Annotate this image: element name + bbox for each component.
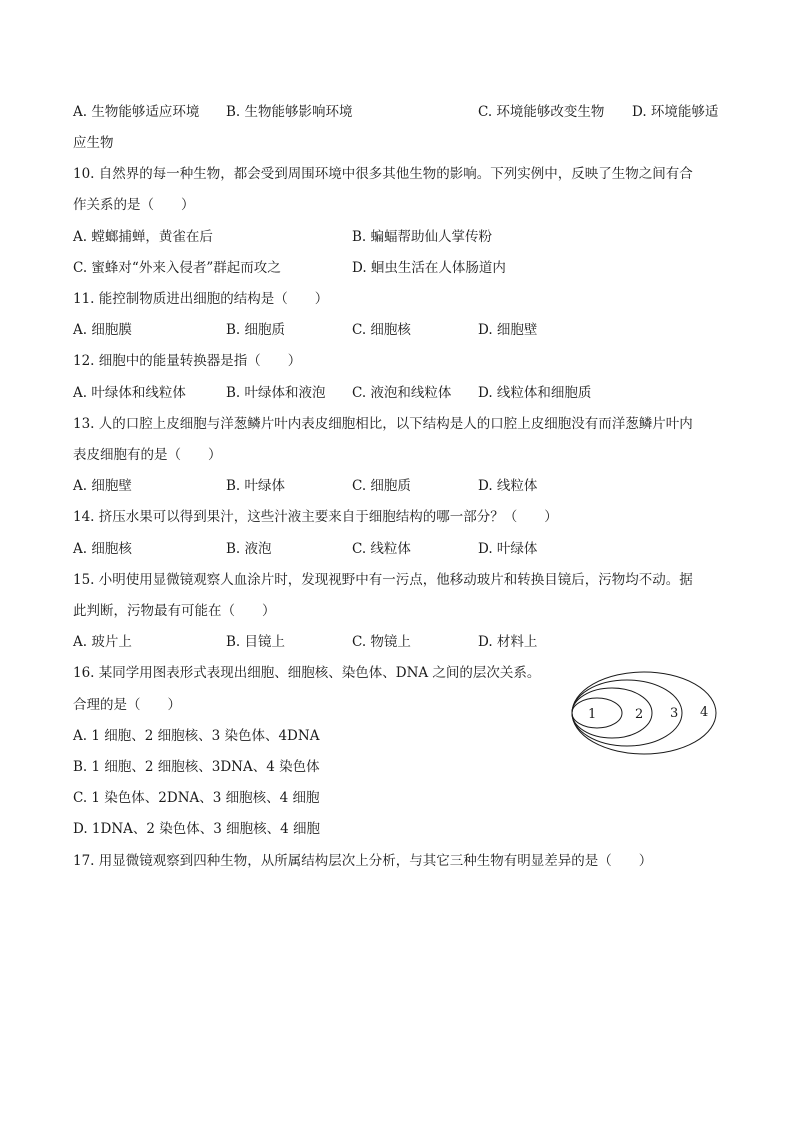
q13-option-b: B. 叶绿体 — [226, 478, 286, 494]
q9-option-d: D. 环境能够适 — [632, 104, 719, 120]
q14-option-c: C. 线粒体 — [352, 541, 411, 557]
ellipse-label-2: 2 — [635, 707, 644, 722]
q16-option-d: D. 1DNA、2 染色体、3 细胞核、4 细胞 — [73, 821, 321, 837]
q13-stem-line2: 表皮细胞有的是（ ） — [73, 447, 222, 463]
ellipse-label-4: 4 — [700, 705, 709, 720]
q10-option-a: A. 螳螂捕蝉，黄雀在后 — [73, 229, 213, 245]
q13-option-d: D. 线粒体 — [478, 478, 538, 494]
q15-option-a: A. 玻片上 — [73, 634, 132, 650]
q16-stem-line2: 合理的是（ ） — [73, 697, 181, 713]
q12-option-d: D. 线粒体和细胞质 — [478, 385, 592, 401]
q15-stem-line2: 此判断，污物最有可能在（ ） — [73, 603, 276, 619]
q15-option-b: B. 目镜上 — [226, 634, 286, 650]
ellipse-1 — [572, 698, 622, 728]
q12-option-c: C. 液泡和线粒体 — [352, 385, 452, 401]
q13-stem-line1: 13. 人的口腔上皮细胞与洋葱鳞片叶内表皮细胞相比，以下结构是人的口腔上皮细胞没有而洋葱鳞片叶内 — [73, 416, 693, 432]
q9-option-b: B. 生物能够影响环境 — [226, 104, 353, 120]
q10-option-c: C. 蜜蜂对“外来入侵者”群起而攻之 — [73, 260, 281, 276]
q12-stem: 12. 细胞中的能量转换器是指（ ） — [73, 353, 302, 369]
q15-option-d: D. 材料上 — [478, 634, 538, 650]
q14-option-a: A. 细胞核 — [73, 541, 132, 557]
q13-option-a: A. 细胞壁 — [73, 478, 132, 494]
ellipse-label-1: 1 — [588, 707, 597, 722]
q9-option-d-wrap: 应生物 — [73, 135, 114, 151]
q16-option-a: A. 1 细胞、2 细胞核、3 染色体、4DNA — [73, 728, 320, 744]
q14-stem: 14. 挤压水果可以得到果汁，这些汁液主要来自于细胞结构的哪一部分？（ ） — [73, 509, 558, 525]
q15-option-c: C. 物镜上 — [352, 634, 411, 650]
ellipse-label-3: 3 — [670, 706, 679, 721]
q16-option-c: C. 1 染色体、2DNA、3 细胞核、4 细胞 — [73, 790, 320, 806]
q12-option-a: A. 叶绿体和线粒体 — [73, 385, 186, 401]
q12-option-b: B. 叶绿体和液泡 — [226, 385, 326, 401]
q11-option-c: C. 细胞核 — [352, 322, 411, 338]
q11-option-b: B. 细胞质 — [226, 322, 286, 338]
q14-option-b: B. 液泡 — [226, 541, 272, 557]
nested-ellipses-diagram — [570, 670, 720, 760]
q10-stem-line1: 10. 自然界的每一种生物，都会受到周围环境中很多其他生物的影响。下列实例中，反映了生物之间有合 — [73, 166, 693, 182]
q16-option-b: B. 1 细胞、2 细胞核、3DNA、4 染色体 — [73, 759, 320, 775]
q11-option-d: D. 细胞壁 — [478, 322, 538, 338]
q15-stem-line1: 15. 小明使用显微镜观察人血涂片时，发现视野中有一污点，他移动玻片和转换目镜后，污物均不动。据 — [73, 572, 693, 588]
q17-stem: 17. 用显微镜观察到四种生物，从所属结构层次上分析，与其它三种生物有明显差异的是（ ） — [73, 853, 653, 869]
q10-option-d: D. 蛔虫生活在人体肠道内 — [352, 260, 506, 276]
q9-option-c: C. 环境能够改变生物 — [478, 104, 605, 120]
q9-option-a: A. 生物能够适应环境 — [73, 104, 200, 120]
q14-option-d: D. 叶绿体 — [478, 541, 538, 557]
q11-option-a: A. 细胞膜 — [73, 322, 132, 338]
q10-stem-line2: 作关系的是（ ） — [73, 197, 195, 213]
q16-stem-line1: 16. 某同学用图表形式表现出细胞、细胞核、染色体、DNA 之间的层次关系。 — [73, 665, 541, 681]
q13-option-c: C. 细胞质 — [352, 478, 411, 494]
q11-stem: 11. 能控制物质进出细胞的结构是（ ） — [73, 291, 329, 307]
q10-option-b: B. 蝙蝠帮助仙人掌传粉 — [352, 229, 493, 245]
